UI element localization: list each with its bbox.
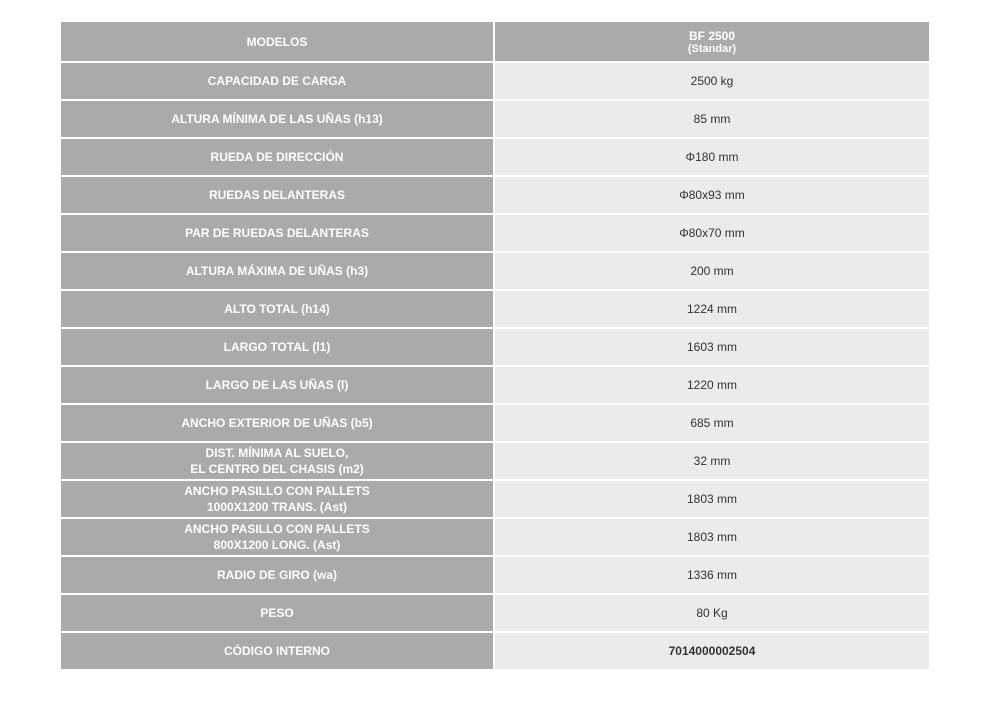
table-row [61,366,929,404]
spec-value-cell [494,252,929,290]
spec-value-cell [494,556,929,594]
spec-label: RADIO DE GIRO (wa) [216,568,337,582]
table-row [61,632,929,670]
header-label: MODELOS [246,34,308,49]
spec-label: ANCHO PASILLO CON PALLETS [184,484,370,498]
spec-label: ALTURA MÍNIMA DE LAS UÑAS (h13) [171,112,383,126]
header-label-cell [61,22,494,62]
spec-label: CAPACIDAD DE CARGA [207,74,347,88]
spec-value: Φ180 mm [685,150,739,164]
spec-label-cell [61,404,494,442]
spec-value: 1336 mm [686,568,738,582]
spec-value: 1803 mm [686,492,738,506]
spec-value: 80 Kg [696,606,728,620]
spec-value: 1803 mm [686,530,738,544]
spec-value: 2500 kg [690,74,734,88]
spec-value: 685 mm [690,416,734,430]
spec-value-cell [494,328,929,366]
spec-label: RUEDA DE DIRECCIÓN [210,150,344,164]
spec-value: Φ80x70 mm [679,226,745,240]
spec-label: 1000X1200 TRANS. (Ast) [206,500,348,514]
spec-label-cell [61,480,494,518]
table-row [61,518,929,556]
spec-label-cell [61,138,494,176]
spec-value: 7014000002504 [668,644,756,658]
spec-value-cell [494,594,929,632]
spec-value: Φ80x93 mm [679,188,745,202]
spec-value-cell [494,290,929,328]
table-row [61,214,929,252]
table-row [61,480,929,518]
spec-label: ANCHO EXTERIOR DE UÑAS (b5) [181,416,373,430]
spec-value: 200 mm [690,264,734,278]
table-row [61,290,929,328]
spec-value: 32 mm [693,454,731,468]
spec-label: CÓDIGO INTERNO [223,644,330,658]
table-row [61,138,929,176]
spec-label-cell [61,176,494,214]
table-row [61,442,929,480]
spec-label: RUEDAS DELANTERAS [208,188,345,202]
spec-label: PESO [260,606,294,620]
spec-label: ALTURA MÁXIMA DE UÑAS (h3) [185,264,369,278]
model-variant: (Standar) [687,42,737,55]
spec-label-cell [61,252,494,290]
spec-value-cell [494,442,929,480]
spec-label: PAR DE RUEDAS DELANTERAS [185,226,369,240]
spec-value-cell [494,214,929,252]
spec-value-cell [494,366,929,404]
spec-label: LARGO DE LAS UÑAS (l) [205,378,349,392]
spec-value-cell [494,62,929,100]
spec-value: 85 mm [693,112,731,126]
spec-label: EL CENTRO DEL CHASIS (m2) [190,462,364,476]
spec-label: 800X1200 LONG. (Ast) [213,538,341,552]
table-row [61,556,929,594]
spec-value-cell [494,404,929,442]
table-row [61,176,929,214]
spec-label-cell [61,366,494,404]
model-name: BF 2500 [688,28,736,43]
spec-label: ALTO TOTAL (h14) [224,302,330,316]
table-row [61,404,929,442]
spec-label-cell [61,518,494,556]
spec-label-cell [61,290,494,328]
spec-value: 1603 mm [686,340,738,354]
table-row [61,100,929,138]
spec-value-cell [494,518,929,556]
spec-label-cell [61,328,494,366]
spec-label-cell [61,442,494,480]
spec-value-cell [494,138,929,176]
spec-label: DIST. MÍNIMA AL SUELO, [205,446,349,460]
specifications-table [61,22,929,671]
spec-value-cell [494,100,929,138]
spec-label-cell [61,100,494,138]
spec-value: 1220 mm [686,378,738,392]
spec-value-cell [494,632,929,670]
spec-value-cell [494,176,929,214]
table-row [61,594,929,632]
spec-label-cell [61,632,494,670]
spec-value: 1224 mm [686,302,738,316]
table-row [61,252,929,290]
spec-label-cell [61,62,494,100]
spec-label-cell [61,556,494,594]
spec-label-cell [61,214,494,252]
spec-label: ANCHO PASILLO CON PALLETS [184,522,370,536]
specifications-table-body [61,22,929,670]
table-header-row [61,22,929,62]
table-row [61,328,929,366]
spec-label-cell [61,594,494,632]
table-row [61,62,929,100]
header-model-cell [494,22,929,62]
spec-value-cell [494,480,929,518]
spec-label: LARGO TOTAL (l1) [223,340,331,354]
